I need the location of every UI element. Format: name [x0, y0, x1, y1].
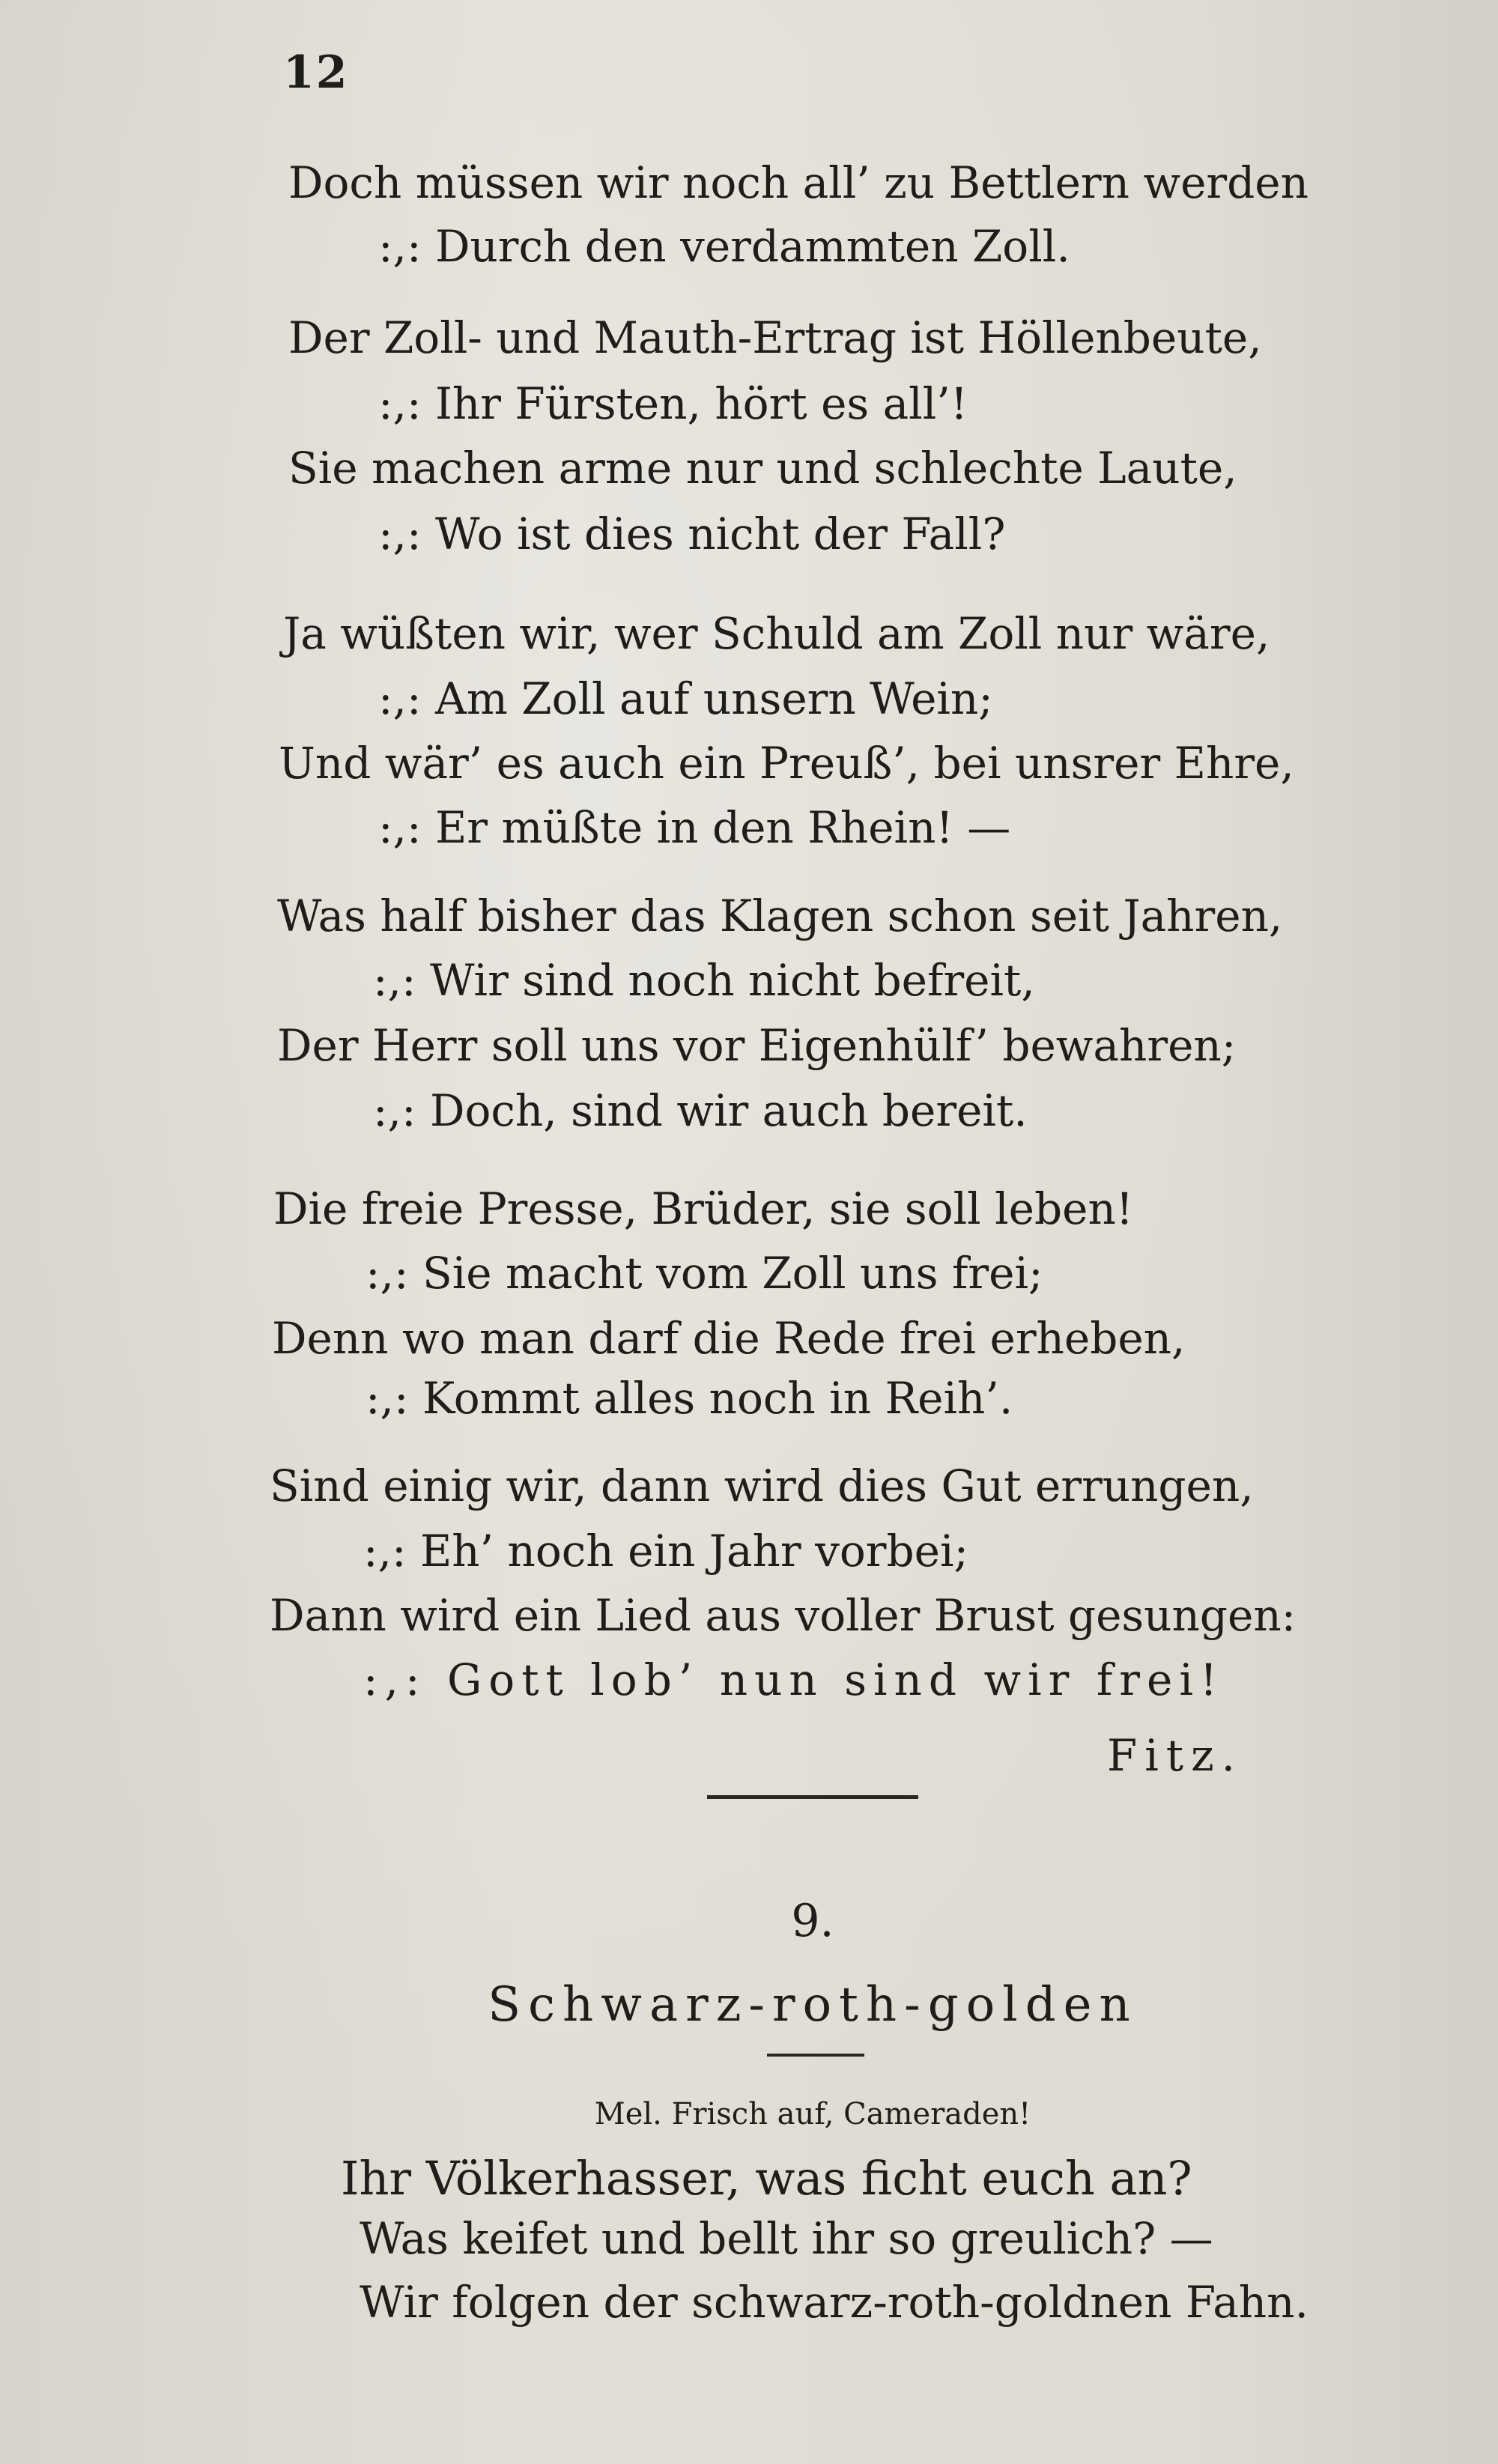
- author-signature: Fitz.: [1107, 1730, 1243, 1781]
- verse-line: :,: Wo ist dies nicht der Fall?: [378, 509, 1006, 559]
- verse-line: :,: Sie macht vom Zoll uns frei;: [366, 1248, 1043, 1299]
- verse-line: :,: Durch den verdammten Zoll.: [378, 221, 1070, 272]
- verse-line: Denn wo man darf die Rede frei erheben,: [272, 1313, 1186, 1364]
- verse-line: :,: Eh’ noch ein Jahr vorbei;: [363, 1526, 969, 1577]
- melody-note: Mel. Frisch auf, Cameraden!: [594, 2097, 1031, 2131]
- verse-line: :,: Gott lob’ nun sind wir frei!: [363, 1654, 1225, 1705]
- title-divider: [767, 2054, 864, 2057]
- song-number: 9.: [791, 1895, 834, 1947]
- song-line: Ihr Völkerhasser, was ficht euch an?: [341, 2151, 1192, 2206]
- section-divider: [707, 1795, 918, 1799]
- verse-line: Sie machen arme nur und schlechte Laute,: [288, 443, 1237, 494]
- verse-line: Doch müssen wir noch all’ zu Bettlern werden: [288, 157, 1309, 208]
- verse-line: :,: Er müßte in den Rhein! —: [378, 802, 1011, 853]
- page-number: 12: [283, 46, 349, 99]
- song-line: Wir folgen der schwarz-roth-goldnen Fahn.: [360, 2277, 1309, 2328]
- verse-line: Was half bisher das Klagen schon seit Jahren,: [277, 890, 1283, 941]
- verse-line: Ja wüßten wir, wer Schuld am Zoll nur wäre,: [283, 608, 1270, 659]
- verse-line: Und wär’ es auch ein Preuß’, bei unsrer Ehre,: [279, 738, 1294, 789]
- verse-line: Der Zoll- und Mauth-Ertrag ist Höllenbeute,: [288, 312, 1262, 363]
- verse-line: Die freie Presse, Brüder, sie soll leben!: [273, 1183, 1134, 1234]
- verse-line: :,: Doch, sind wir auch bereit.: [373, 1085, 1028, 1136]
- verse-line: :,: Am Zoll auf unsern Wein;: [378, 673, 993, 724]
- song-line: Was keifet und bellt ihr so greulich? —: [360, 2213, 1213, 2264]
- verse-line: Der Herr soll uns vor Eigenhülf’ bewahren;: [277, 1020, 1237, 1071]
- verse-line: Sind einig wir, dann wird dies Gut errungen,: [270, 1460, 1254, 1511]
- verse-line: :,: Kommt alles noch in Reih’.: [366, 1373, 1013, 1424]
- verse-line: :,: Wir sind noch nicht befreit,: [373, 955, 1035, 1006]
- verse-line: :,: Ihr Fürsten, hört es all’!: [378, 378, 968, 429]
- song-title: Schwarz-roth-golden: [488, 1977, 1138, 2033]
- verse-line: Dann wird ein Lied aus voller Brust gesungen:: [270, 1590, 1297, 1641]
